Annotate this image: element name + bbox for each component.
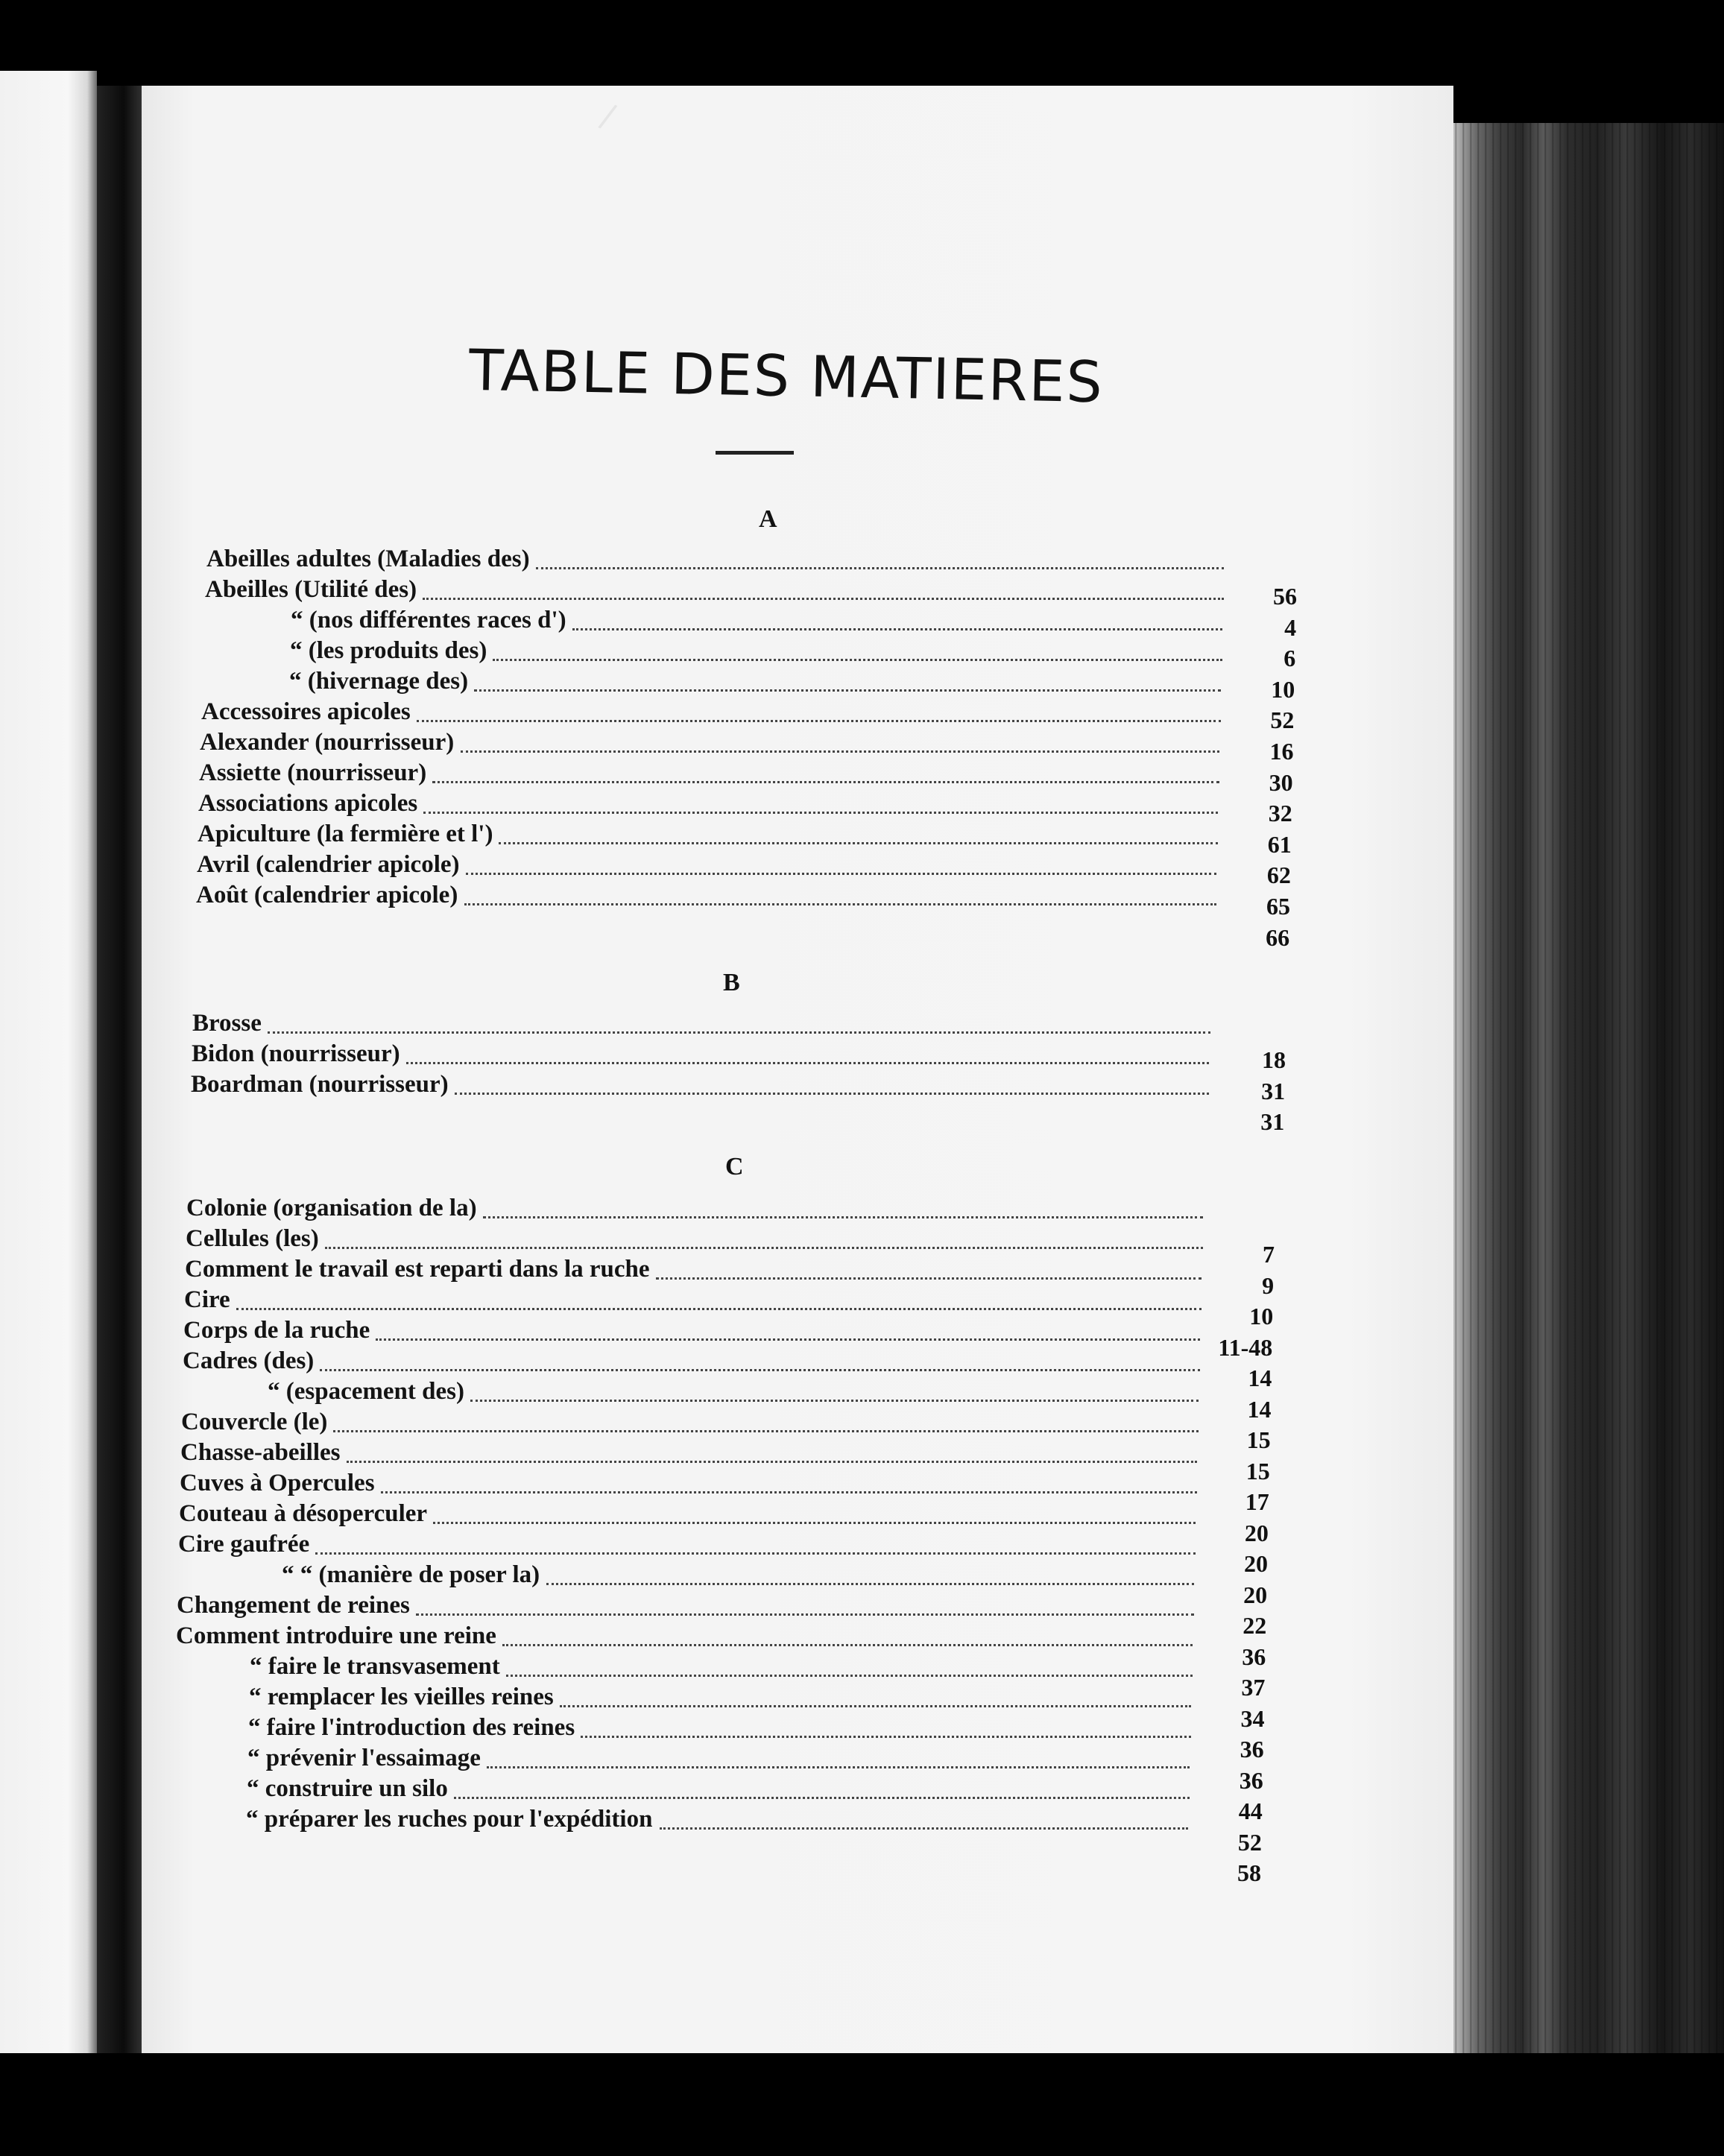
dot-leader: [474, 689, 1221, 692]
entry-label: “ prévenir l'essaimage: [247, 1745, 481, 1771]
index-entry: [268, 1378, 464, 1406]
entry-label: Accessoires apicoles: [201, 698, 411, 725]
index-entry: [178, 1531, 309, 1558]
entry-label: Cellules (les): [186, 1225, 319, 1252]
entry-label: Corps de la ruche: [183, 1317, 370, 1344]
page-number: 34: [1240, 1704, 1265, 1732]
entry-label: “ (espacement des): [268, 1378, 464, 1405]
dot-leader: [466, 873, 1216, 875]
index-page: [142, 86, 1453, 2053]
page-number: 22: [1243, 1612, 1267, 1639]
page-stack-edge: [1442, 123, 1724, 2053]
dot-leader: [572, 628, 1222, 630]
index-entry: [200, 729, 454, 756]
entry-label: Alexander (nourrisseur): [200, 729, 455, 756]
dot-leader: [502, 1644, 1193, 1646]
page-number: 58: [1237, 1859, 1261, 1886]
page-number: 30: [1269, 768, 1293, 796]
entry-label: Abeilles (Utilité des): [205, 576, 417, 603]
page-number: 66: [1266, 923, 1290, 951]
dot-leader: [268, 1031, 1210, 1034]
page-number: 31: [1260, 1108, 1285, 1135]
index-entry: [191, 1071, 449, 1098]
index-entry: [282, 1561, 540, 1589]
entry-label: “ construire un silo: [247, 1775, 448, 1802]
index-entry: [183, 1347, 314, 1375]
entry-label: Couvercle (le): [181, 1409, 328, 1435]
page-number: 62: [1266, 862, 1291, 889]
dot-leader: [416, 1613, 1194, 1616]
section-letter: A: [759, 505, 777, 533]
dot-leader: [487, 1766, 1190, 1768]
entry-label: “ faire le transvasement: [250, 1653, 500, 1680]
dot-leader: [454, 1797, 1190, 1799]
dot-leader: [417, 720, 1221, 722]
index-entry: [201, 698, 411, 726]
dot-leader: [236, 1308, 1202, 1310]
page-number: 32: [1268, 800, 1292, 827]
index-entry: [198, 790, 417, 818]
dot-leader: [333, 1430, 1199, 1432]
entry-label: Changement de reines: [177, 1592, 410, 1619]
page-number: 7: [1263, 1241, 1275, 1268]
index-entry: [180, 1470, 375, 1497]
dot-leader: [406, 1062, 1209, 1064]
dot-leader: [376, 1338, 1200, 1341]
dot-leader: [347, 1461, 1198, 1463]
index-entry: [181, 1409, 327, 1436]
dot-leader: [315, 1552, 1196, 1555]
index-entry: [249, 1684, 554, 1711]
dot-leader: [560, 1705, 1191, 1707]
page-number: 9: [1262, 1271, 1275, 1299]
dot-leader: [536, 567, 1224, 569]
entry-label: “ préparer les ruches pour l'expédition: [246, 1806, 653, 1833]
page-number: 61: [1267, 830, 1292, 858]
index-entry: [179, 1500, 427, 1528]
dot-leader: [325, 1247, 1203, 1249]
page-number: 20: [1244, 1519, 1269, 1546]
dot-leader: [660, 1827, 1188, 1830]
entry-label: “ (hivernage des): [289, 668, 469, 695]
dot-leader: [656, 1277, 1202, 1280]
page-number: 36: [1240, 1736, 1264, 1763]
entry-label: Comment le travail est reparti dans la ruche: [185, 1256, 650, 1283]
page-number: 4: [1284, 613, 1297, 641]
entry-label: Colonie (organisation de la): [186, 1195, 477, 1221]
page-number: 10: [1271, 675, 1295, 703]
entry-label: “ remplacer les vieilles reines: [249, 1684, 554, 1710]
dot-leader: [581, 1736, 1191, 1738]
index-entry: [198, 821, 493, 848]
index-entry: [205, 576, 417, 604]
dot-leader: [493, 659, 1222, 661]
entry-label: Cuves à Opercules: [180, 1470, 375, 1496]
index-entry: [248, 1714, 575, 1742]
entry-label: Brosse: [192, 1010, 262, 1037]
entry-label: Boardman (nourrisseur): [191, 1071, 449, 1098]
index-entries: [142, 86, 1453, 2053]
dot-leader: [423, 598, 1224, 600]
entry-label: “ “ (manière de poser la): [282, 1561, 540, 1588]
index-entry: [186, 1195, 477, 1222]
section-letter: B: [723, 969, 740, 996]
dot-leader: [381, 1491, 1197, 1493]
index-entry: [192, 1010, 262, 1037]
entry-label: Août (calendrier apicole): [196, 882, 458, 908]
dot-leader: [455, 1093, 1209, 1095]
dot-leader: [546, 1583, 1194, 1585]
page-number: 37: [1241, 1674, 1266, 1701]
entry-label: Avril (calendrier apicole): [197, 851, 460, 878]
index-entry: [196, 882, 458, 909]
page-title: TABLE DES MATIERES: [468, 336, 1105, 416]
page-number: 31: [1261, 1077, 1286, 1104]
dot-leader: [461, 750, 1219, 753]
entry-label: “ (nos différentes races d'): [291, 607, 566, 633]
entry-label: Apiculture (la fermière et l'): [198, 821, 493, 847]
entry-label: “ faire l'introduction des reines: [248, 1714, 575, 1741]
index-entry: [247, 1745, 481, 1772]
entry-label: “ (les produits des): [290, 637, 487, 664]
entry-label: Couteau à désoperculer: [179, 1500, 428, 1527]
index-entry: [183, 1317, 370, 1344]
entry-label: Cire: [184, 1286, 230, 1313]
page-number: 11-48: [1218, 1333, 1273, 1361]
page-number: 20: [1244, 1550, 1268, 1577]
entry-label: Abeilles adultes (Maladies des): [206, 546, 530, 572]
page-number: 15: [1245, 1457, 1270, 1485]
dot-leader: [432, 781, 1219, 783]
facing-page-edge: [0, 71, 97, 2053]
index-entry: [180, 1439, 341, 1467]
dot-leader: [470, 1400, 1199, 1402]
pencil-mark: /: [596, 96, 620, 136]
dot-leader: [464, 903, 1216, 905]
page-number: 52: [1270, 706, 1295, 734]
entry-label: Assiette (nourrisseur): [199, 759, 427, 786]
index-entry: [184, 1286, 230, 1314]
page-number: 56: [1273, 583, 1297, 610]
dot-leader: [506, 1675, 1193, 1677]
page-number: 52: [1237, 1828, 1262, 1856]
index-entry: [206, 546, 530, 573]
entry-label: Associations apicoles: [198, 790, 418, 817]
page-number: 15: [1246, 1426, 1271, 1453]
page-number: 18: [1262, 1046, 1286, 1073]
page-number: 65: [1266, 893, 1290, 920]
dot-leader: [423, 812, 1218, 814]
entry-label: Cadres (des): [183, 1347, 315, 1374]
dot-leader: [499, 842, 1218, 844]
section-letter: C: [725, 1153, 744, 1180]
index-entry: [192, 1040, 400, 1068]
entry-label: Chasse-abeilles: [180, 1439, 341, 1466]
dot-leader: [433, 1522, 1196, 1524]
page-number: 36: [1239, 1766, 1263, 1794]
page-number: 16: [1269, 738, 1294, 765]
index-entry: [246, 1806, 652, 1833]
entry-label: Bidon (nourrisseur): [192, 1040, 400, 1067]
page-number: 36: [1242, 1643, 1266, 1670]
dot-leader: [483, 1216, 1203, 1218]
index-entry: [290, 637, 487, 665]
page-number: 14: [1248, 1365, 1272, 1391]
index-entry: [177, 1592, 410, 1619]
index-entry: [176, 1622, 496, 1650]
dot-leader: [320, 1369, 1200, 1371]
page-number: 10: [1249, 1303, 1274, 1330]
index-entry: [289, 668, 468, 695]
index-entry: [197, 851, 460, 879]
page-number: 20: [1243, 1581, 1268, 1608]
index-entry: [247, 1775, 448, 1803]
index-entry: [186, 1225, 319, 1253]
page-number: 17: [1245, 1488, 1269, 1515]
page-number: 14: [1247, 1395, 1272, 1423]
index-entry: [199, 759, 426, 787]
index-entry: [250, 1653, 500, 1681]
index-entry: [291, 607, 566, 634]
page-number: 44: [1238, 1798, 1263, 1824]
entry-label: Cire gaufrée: [178, 1531, 310, 1558]
index-entry: [185, 1256, 650, 1283]
page-number: 6: [1283, 645, 1296, 672]
entry-label: Comment introduire une reine: [176, 1622, 496, 1649]
